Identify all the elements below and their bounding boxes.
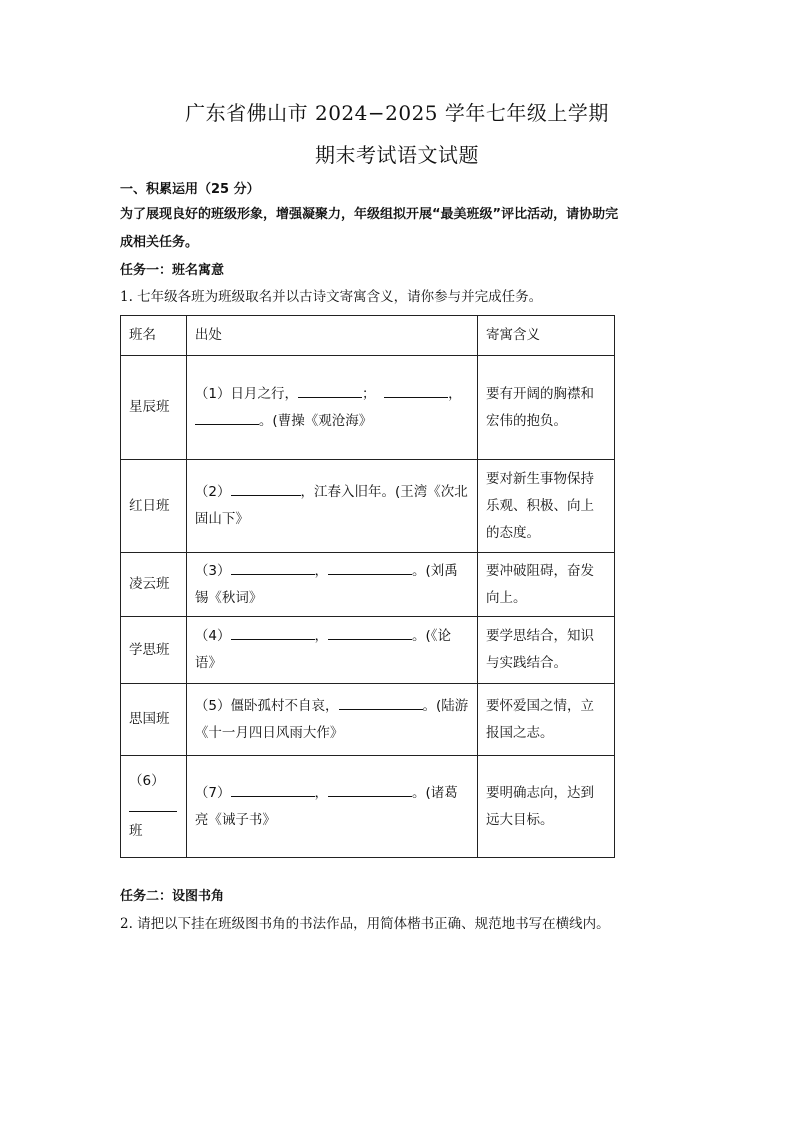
source-cell: [186, 553, 477, 617]
meaning-cell: 要怀爱国之情，立报国之志。: [478, 684, 615, 756]
source-text: 。(《论语》: [194, 628, 452, 671]
answer-blank[interactable]: [384, 381, 448, 398]
meaning-cell: 要明确志向，达到远大目标。: [478, 756, 615, 858]
source-cell: [186, 460, 477, 553]
source-cell: [186, 356, 477, 460]
table-row: [121, 617, 615, 684]
class-name-cell: 星辰班: [121, 356, 187, 460]
source-text: （5）僵卧孤村不自哀，: [194, 697, 339, 714]
source-text: ，: [314, 784, 329, 801]
class-name-cell: 思国班: [121, 684, 187, 756]
source-cell: [186, 756, 477, 858]
source-text: ，江春入旧年。(王湾《次北固山下》: [194, 484, 468, 527]
meaning-cell: 要学思结合，知识与实践结合。: [478, 617, 615, 684]
intro-line1: 为了展现良好的班级形象，增强凝聚力，年级组拟开展“最美班级”评比活动，请协助完: [120, 207, 619, 222]
answer-blank[interactable]: [231, 780, 315, 797]
task2-heading: 任务二：设图书角: [120, 889, 225, 904]
source-text: 。(刘禹锡《秋词》: [194, 562, 458, 606]
exam-title-line1: 广东省佛山市 2024−2025 学年七年级上学期: [185, 101, 609, 125]
source-text: （2）: [194, 484, 231, 500]
source-text: ，: [314, 562, 329, 579]
intro-line2: 成相关任务。: [120, 235, 199, 250]
source-text: ，: [314, 628, 329, 644]
answer-blank[interactable]: [328, 780, 412, 797]
source-cell: [186, 617, 477, 684]
class-name-cell: [121, 756, 187, 858]
source-text: ；: [362, 385, 376, 402]
table-header-row: [121, 316, 615, 356]
class-name-suffix: 班: [129, 823, 143, 839]
table-row: [121, 460, 615, 553]
header-class-name: 班名: [121, 316, 187, 356]
meaning-cell: 要有开阔的胸襟和宏伟的抱负。: [478, 356, 615, 460]
answer-blank[interactable]: [339, 693, 423, 710]
meaning-cell: 要冲破阻碍，奋发向上。: [478, 553, 615, 617]
class-name-blank[interactable]: [129, 797, 177, 812]
answer-blank[interactable]: [328, 623, 412, 640]
answer-blank[interactable]: [231, 479, 301, 496]
header-meaning: 寄寓含义: [478, 316, 615, 356]
task1-heading: 任务一：班名寓意: [120, 263, 225, 278]
header-source: 出处: [186, 316, 477, 356]
source-text: 。(曹操《观沧海》: [258, 412, 373, 429]
table-row: [121, 756, 615, 858]
meaning-cell: 要对新生事物保持乐观、积极、向上的态度。: [478, 460, 615, 553]
source-text: 。(陆游《十一月四日风雨大作》: [194, 697, 469, 741]
source-cell: [186, 684, 477, 756]
class-name-cell: 学思班: [121, 617, 187, 684]
source-text: （7）: [194, 784, 231, 801]
answer-blank[interactable]: [231, 558, 315, 575]
source-text: （4）: [194, 628, 231, 644]
answer-blank[interactable]: [195, 408, 259, 425]
answer-blank[interactable]: [231, 623, 315, 640]
question1-text: 1. 七年级各班为班级取名并以古诗文寄寓含义，请你参与并完成任务。: [120, 289, 543, 305]
class-names-table: [120, 315, 615, 858]
table-row: [121, 356, 615, 460]
table-row: [121, 553, 615, 617]
answer-blank[interactable]: [328, 558, 412, 575]
answer-blank[interactable]: [298, 381, 362, 398]
class-name-cell: 红日班: [121, 460, 187, 553]
class-name-prefix: （6）: [129, 773, 165, 789]
class-name-cell: 凌云班: [121, 553, 187, 617]
source-text: ，: [448, 385, 462, 402]
exam-title-line2: 期末考试语文试题: [315, 143, 479, 167]
section1-heading: 一、积累运用（25 分）: [120, 182, 260, 197]
table-row: [121, 684, 615, 756]
source-text: （3）: [194, 562, 231, 579]
source-text: （1）日月之行，: [194, 385, 299, 402]
source-text: 。(诸葛亮《诫子书》: [194, 784, 458, 828]
question2-text: 2. 请把以下挂在班级图书角的书法作品，用简体楷书正确、规范地书写在横线内。: [120, 916, 610, 932]
